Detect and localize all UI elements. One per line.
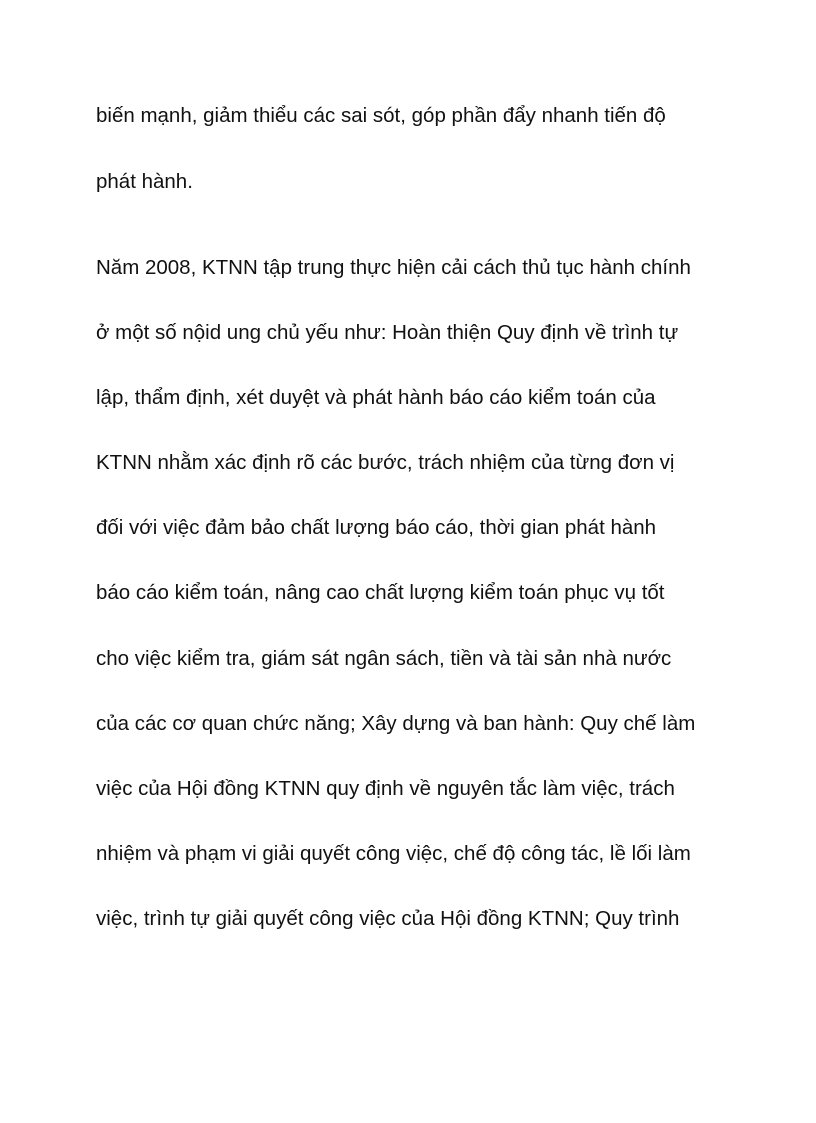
- text-line: cho việc kiểm tra, giám sát ngân sách, tiền và tài sản nhà nước: [96, 647, 672, 670]
- text-line: nhiệm và phạm vi giải quyết công việc, chế độ công tác, lề lối làm: [96, 842, 691, 865]
- text-line: của các cơ quan chức năng; Xây dựng và ban hành: Quy chế làm: [96, 712, 696, 735]
- text-line: đối với việc đảm bảo chất lượng báo cáo, thời gian phát hành: [96, 516, 657, 539]
- text-line: phát hành.: [96, 170, 193, 193]
- text-line: ở một số nộid ung chủ yếu như: Hoàn thiện Quy định về trình tự: [96, 321, 679, 344]
- text-line: biến mạnh, giảm thiểu các sai sót, góp phần đẩy nhanh tiến độ: [96, 104, 666, 127]
- text-line: lập, thẩm định, xét duyệt và phát hành báo cáo kiểm toán của: [96, 386, 656, 409]
- text-line: báo cáo kiểm toán, nâng cao chất lượng kiểm toán phục vụ tốt: [96, 581, 665, 604]
- text-line: việc của Hội đồng KTNN quy định về nguyên tắc làm việc, trách: [96, 777, 675, 800]
- text-line: việc, trình tự giải quyết công việc của Hội đồng KTNN; Quy trình: [96, 907, 680, 930]
- text-line: KTNN nhằm xác định rõ các bước, trách nhiệm của từng đơn vị: [96, 451, 675, 474]
- text-line: Năm 2008, KTNN tập trung thực hiện cải cách thủ tục hành chính: [96, 256, 691, 279]
